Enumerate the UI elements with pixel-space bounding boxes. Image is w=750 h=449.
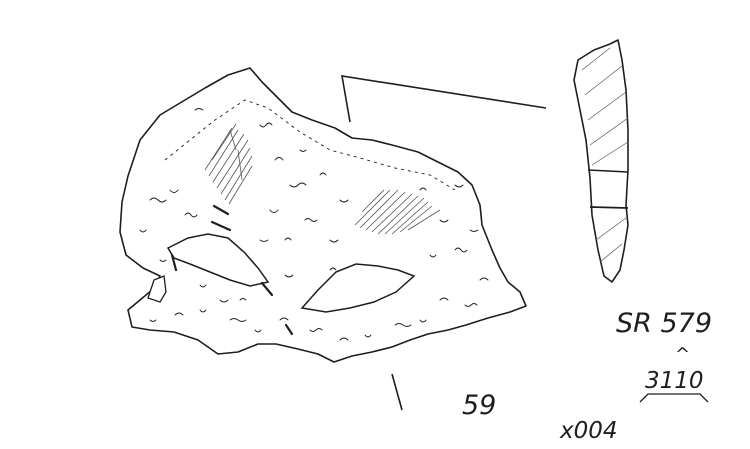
caret-mark: ^ <box>675 344 691 365</box>
context-underline <box>640 394 708 402</box>
section-line <box>342 76 546 122</box>
figure-number-label: 59 <box>462 390 497 421</box>
profile-break-bottom <box>590 207 628 208</box>
section-line-lower <box>392 374 402 410</box>
find-number-label: x004 <box>560 418 618 444</box>
context-number-label: 3110 <box>645 368 704 394</box>
sample-code-label: SR 579 <box>616 308 713 339</box>
fragment-outline <box>120 68 526 362</box>
